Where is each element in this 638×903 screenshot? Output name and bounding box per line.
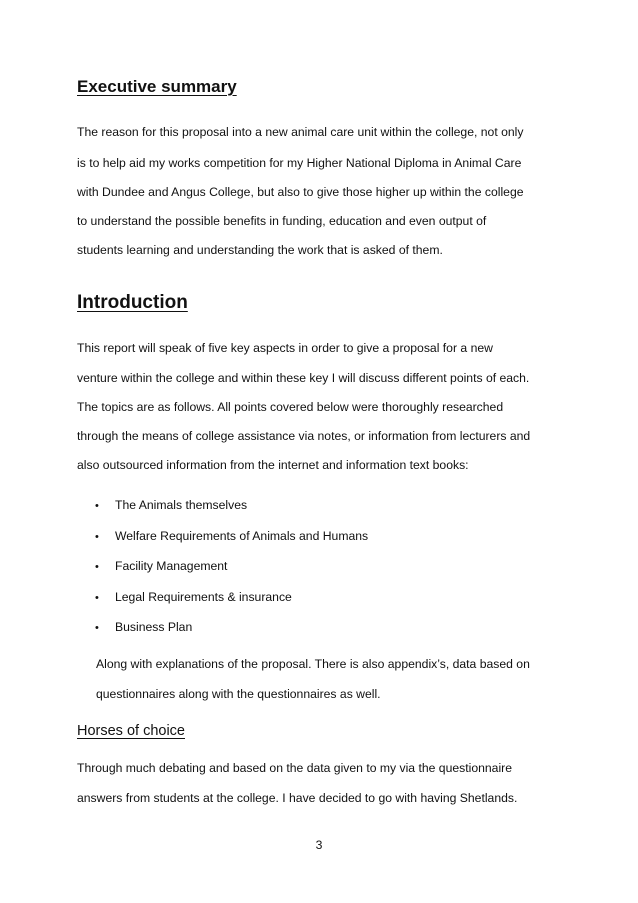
- bullet-item: [95, 497, 247, 514]
- bullet-icon: •: [95, 561, 99, 573]
- bullet-icon: •: [95, 592, 99, 604]
- bullet-text: Legal Requirements & insurance: [115, 590, 292, 604]
- introduction-line-4: through the means of college assistance via notes, or information from lecturers and: [77, 429, 531, 443]
- bullet-text: Business Plan: [115, 620, 193, 634]
- bullet-text: The Animals themselves: [115, 498, 248, 512]
- page-number: 3: [315, 838, 323, 852]
- introduction-heading: Introduction: [77, 292, 188, 313]
- bullet-icon: •: [95, 500, 99, 512]
- introduction-line-1: This report will speak of five key aspects in order to give a proposal for a new: [77, 341, 493, 355]
- introduction-closing-line-1: Along with explanations of the proposal. There is also appendix’s, data based on: [96, 657, 530, 671]
- bullet-text: Facility Management: [115, 559, 228, 573]
- executive-summary-line-1: The reason for this proposal into a new animal care unit within the college, not only: [77, 125, 524, 139]
- horses-of-choice-line-1: Through much debating and based on the data given to my via the questionnaire: [77, 761, 512, 775]
- bullet-item: [95, 589, 292, 606]
- introduction-line-3: The topics are as follows. All points covered below were thoroughly researched: [77, 400, 504, 414]
- bullet-icon: •: [95, 622, 99, 634]
- introduction-closing-line-2: questionnaires along with the questionnaires as well.: [96, 687, 381, 701]
- executive-summary-line-2: is to help aid my works competition for my Higher National Diploma in Animal Care: [77, 156, 522, 170]
- executive-summary-line-5: students learning and understanding the work that is asked of them.: [77, 243, 443, 257]
- bullet-item: [95, 528, 368, 545]
- executive-summary-heading: Executive summary: [77, 77, 237, 96]
- horses-of-choice-heading: Horses of choice: [77, 723, 185, 739]
- introduction-line-5: also outsourced information from the internet and information text books:: [77, 458, 469, 472]
- horses-of-choice-line-2: answers from students at the college. I have decided to go with having Shetlands.: [77, 791, 518, 805]
- bullet-item: [95, 619, 192, 636]
- introduction-line-2: venture within the college and within these key I will discuss different points of each.: [77, 371, 530, 385]
- bullet-text: Welfare Requirements of Animals and Humans: [115, 529, 369, 543]
- bullet-item: [95, 558, 227, 575]
- executive-summary-line-4: to understand the possible benefits in funding, education and even output of: [77, 214, 487, 228]
- executive-summary-line-3: with Dundee and Angus College, but also to give those higher up within the college: [77, 185, 524, 199]
- bullet-icon: •: [95, 531, 99, 543]
